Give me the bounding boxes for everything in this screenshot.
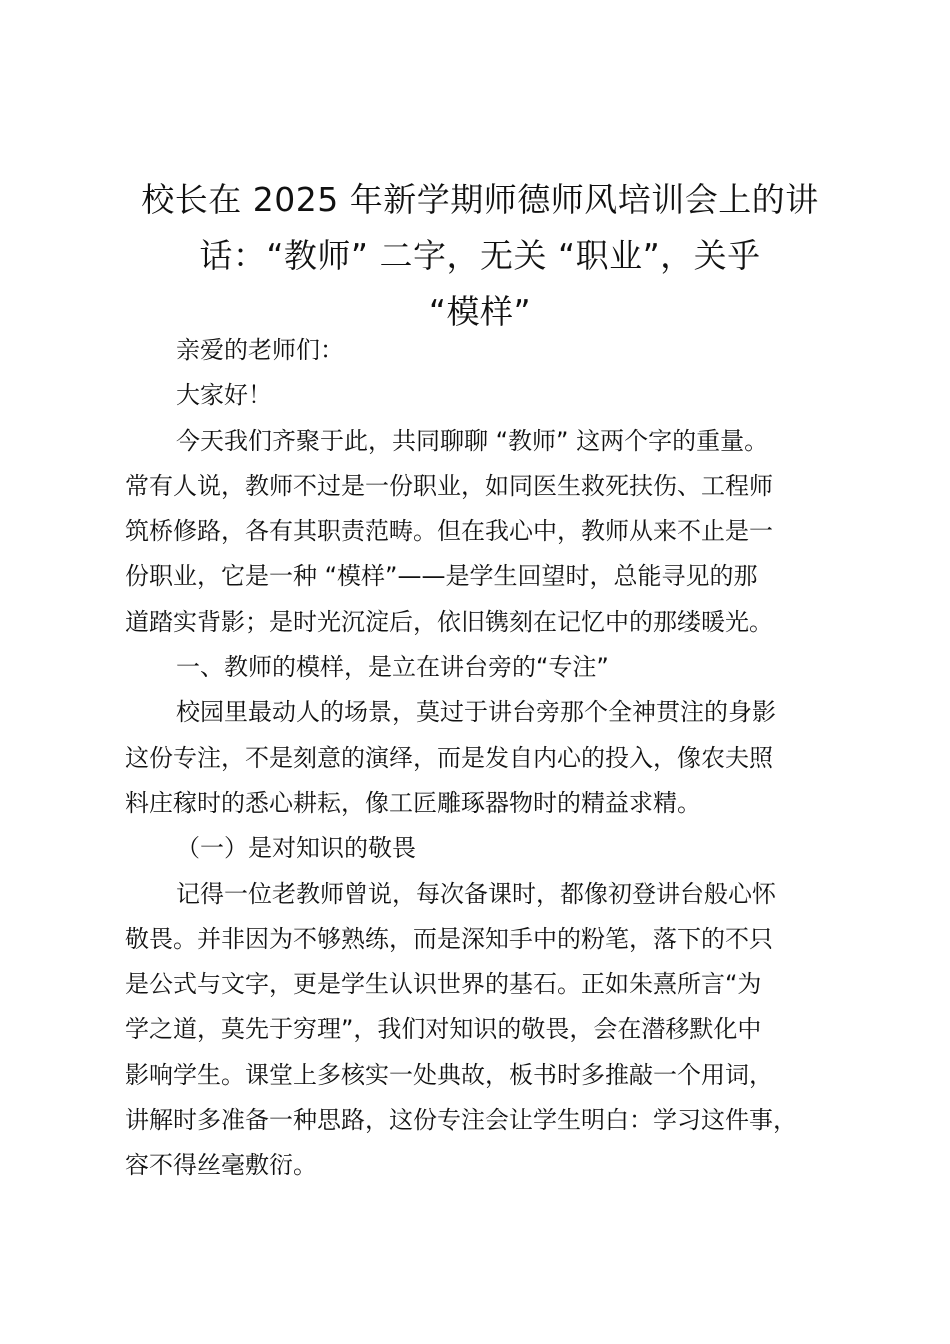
paragraph-line: 这份专注，不是刻意的演绎，而是发自内心的投入，像农夫照 (125, 743, 773, 772)
paragraph-line: 容不得丝毫敷衍。 (125, 1151, 317, 1180)
paragraph-line: 学之道，莫先于穷理”，我们对知识的敬畏，会在潜移默化中 (125, 1015, 762, 1044)
paragraph-line: 敬畏。并非因为不够熟练，而是深知手中的粉笔，落下的不只 (125, 924, 773, 953)
title-line: “模样” (428, 292, 532, 331)
document-title (110, 172, 850, 340)
paragraph-line: 讲解时多准备一种思路，这份专注会让学生明白：学习这件事， (125, 1106, 797, 1135)
paragraph-line: 常有人说，教师不过是一份职业，如同医生救死扶伤、工程师 (125, 471, 773, 500)
subsection-heading: （一）是对知识的敬畏 (176, 834, 416, 863)
document-body (125, 328, 855, 1189)
paragraph-line: 影响学生。课堂上多核实一处典故，板书时多推敲一个用词， (125, 1060, 773, 1089)
paragraph-line: 道踏实背影；是时光沉淀后，依旧镌刻在记忆中的那缕暖光。 (125, 607, 773, 636)
paragraph-line: 今天我们齐聚于此，共同聊聊 “教师” 这两个字的重量。 (176, 426, 769, 455)
paragraph-line: 校园里最动人的场景，莫过于讲台旁那个全神贯注的身影 (176, 698, 776, 727)
salutation: 亲爱的老师们： (176, 336, 344, 364)
greeting: 大家好！ (176, 381, 272, 410)
paragraph-line: 筑桥修路，各有其职责范畴。但在我心中，教师从来不止是一 (125, 517, 773, 546)
title-line: 校长在 2025 年新学期师德师风培训会上的讲 (141, 180, 819, 219)
section-heading: 一、教师的模样，是立在讲台旁的“专注” (176, 653, 609, 682)
paragraph-line: 料庄稼时的悉心耕耘，像工匠雕琢器物时的精益求精。 (125, 788, 701, 817)
title-line: 话：“教师” 二字，无关 “职业”，关乎 (199, 236, 761, 275)
paragraph-line: 记得一位老教师曾说，每次备课时，都像初登讲台般心怀 (176, 879, 776, 908)
paragraph-line: 是公式与文字，更是学生认识世界的基石。正如朱熹所言“为 (125, 970, 762, 999)
paragraph-line: 份职业，它是一种 “模样”——是学生回望时，总能寻见的那 (125, 562, 758, 591)
